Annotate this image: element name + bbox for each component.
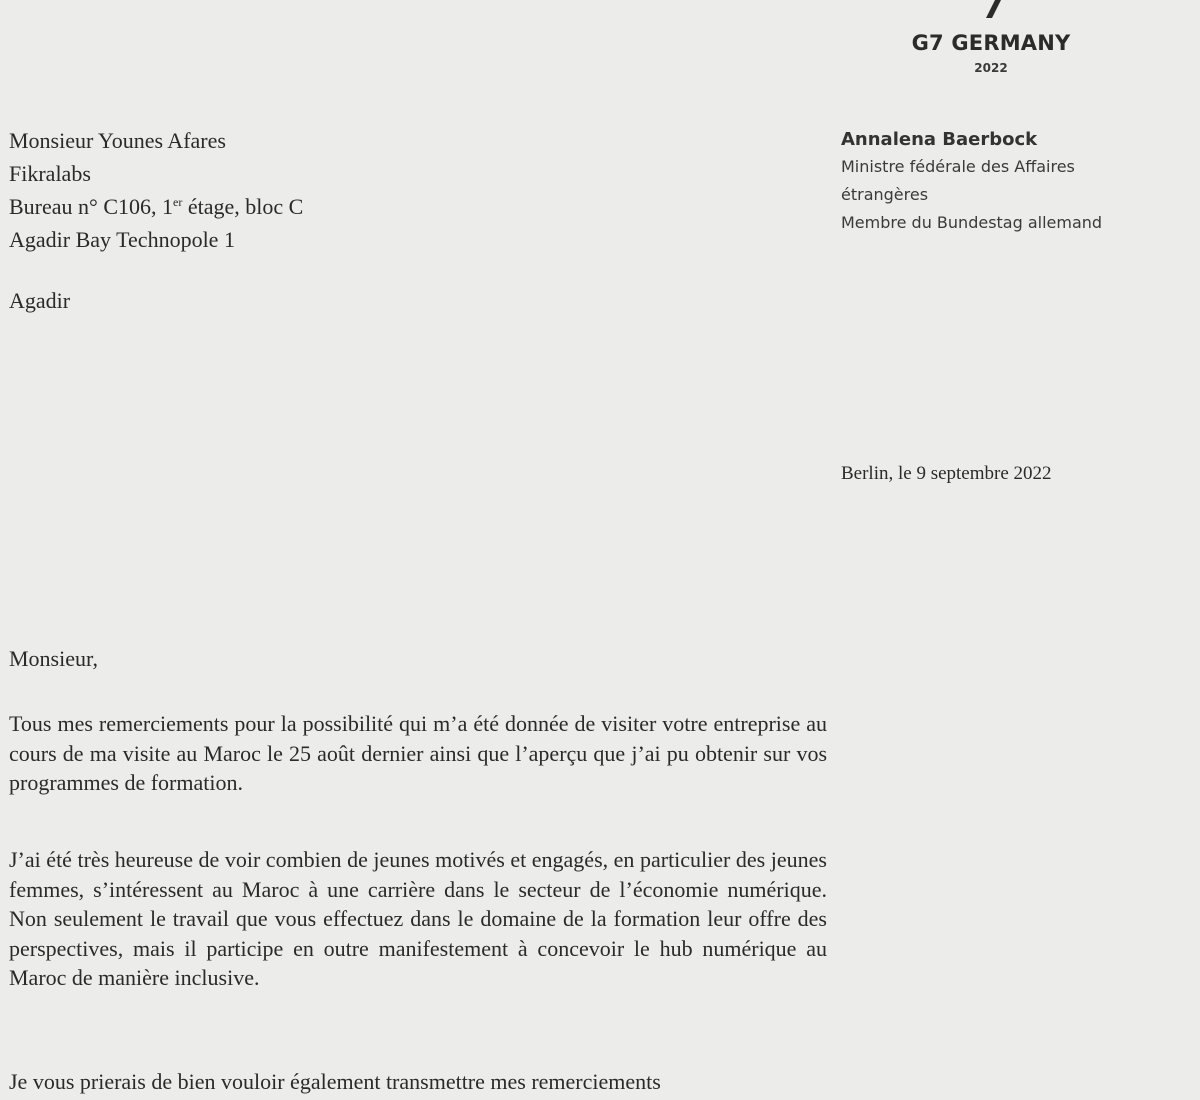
date-line: Berlin, le 9 septembre 2022 [841,463,1052,484]
recipient-office-superscript: er [173,195,183,209]
body-paragraph-3: Je vous prierais de bien vouloir également transmettre mes remerciements [9,1069,661,1094]
recipient-office-suffix: étage, bloc C [182,194,304,219]
sender-title-line-1: Ministre fédérale des Affaires [841,157,1075,176]
g7-letterhead-title: G7 GERMANY [911,31,1071,55]
recipient-address-block [9,124,303,256]
sender-title-line-2: étrangères [841,185,929,204]
recipient-company: Fikralabs [9,161,91,186]
recipient-office [9,190,303,223]
body-paragraph-1: Tous mes remerciements pour la possibilité qui m’a été donnée de visiter votre entreprise au cours de ma visite au Maroc le 25 août dernier ainsi que l’aperçu que j’ai pu obtenir sur vos programmes de formation. [9,711,827,795]
recipient-office-prefix: Bureau n° C106, 1 [9,194,174,219]
g7-letterhead-year: 2022 [974,61,1008,75]
recipient-city: Agadir [9,288,71,313]
salutation: Monsieur, [9,646,98,671]
sender-title-line-3: Membre du Bundestag allemand [841,213,1103,232]
recipient-name: Monsieur Younes Afares [9,128,226,153]
g7-logo-icon [978,0,1008,20]
sender-name: Annalena Baerbock [841,129,1038,150]
recipient-building: Agadir Bay Technopole 1 [9,227,235,252]
sender-block [841,127,1102,237]
body-paragraph-2: J’ai été très heureuse de voir combien de jeunes motivés et engagés, en particulier des jeunes femmes, s’intéressent au Maroc à une carrière dans le secteur de l’économie numérique. Non seulement le travail que vous effectuez dans le domaine de la formation leur offre des perspectives, mais il participe en outre manifestement à concevoir le hub numérique au Maroc de manière inclusive. [9,847,827,990]
